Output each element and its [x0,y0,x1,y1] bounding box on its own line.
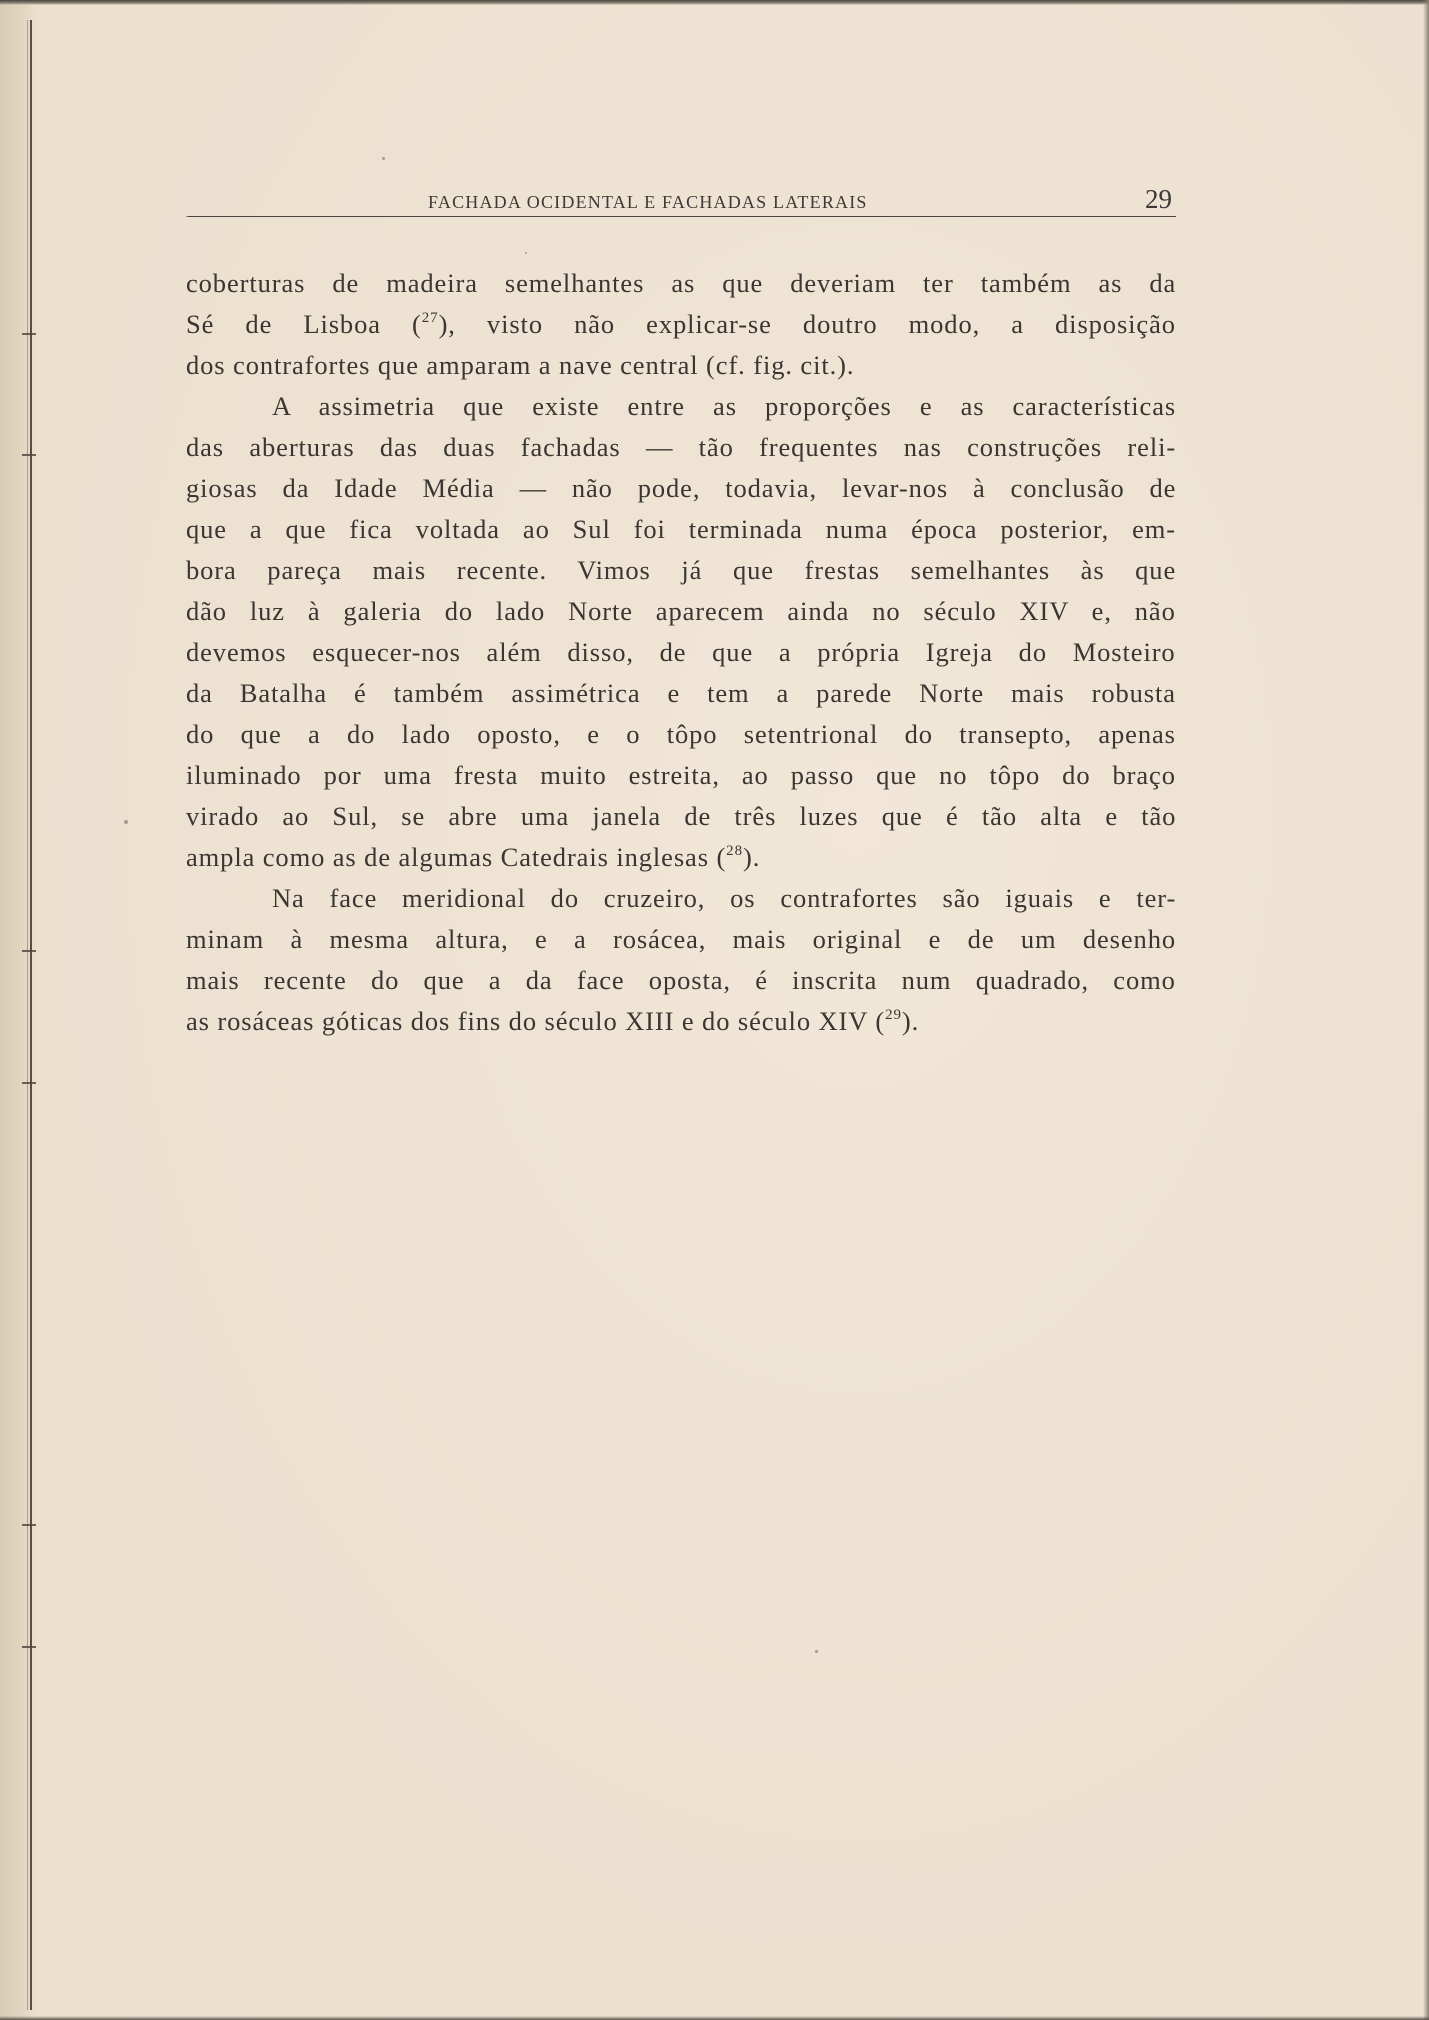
page-top-edge [0,0,1429,5]
text-line [186,960,1176,1001]
binding-stitch [22,950,36,952]
paragraph [186,263,1176,386]
text-line [186,796,1176,837]
body-text [186,263,1176,1042]
page-right-edge [1423,0,1429,2020]
page-number: 29 [1145,184,1172,214]
text-run: devemos esquecer-nos além disso, de que a própria Igreja do Mosteiro [186,637,1176,667]
page-bottom-edge [0,2016,1429,2020]
footnote-reference: 27 [421,310,439,326]
text-line [186,837,1176,878]
text-line [186,304,1176,345]
text-run: mais recente do que a da face oposta, é inscrita num quadrado, como [186,965,1176,995]
text-run: A assimetria que existe entre as proporções e as características [272,391,1177,421]
text-line [186,468,1176,509]
text-line [186,345,1176,386]
text-run: bora pareça mais recente. Vimos já que frestas semelhantes às que [186,555,1177,585]
text-line [186,919,1176,960]
text-run: giosas da Idade Média — não pode, todavia, levar-nos à conclusão de [186,473,1177,503]
binding-stitch [22,454,36,456]
page-binding-shadow [0,0,34,2020]
text-line [186,263,1176,304]
binding-edge-line [30,20,32,2010]
footnote-reference: 28 [726,843,743,859]
text-run: virado ao Sul, se abre uma janela de três luzes que é tão alta e tão [186,801,1177,831]
binding-edge-line-faint [27,20,28,2010]
text-line [186,509,1176,550]
text-line [186,386,1176,427]
text-run: Sé de Lisboa ( [186,309,422,339]
paper-speck [382,157,385,160]
text-run: as rosáceas góticas dos fins do século XIII e do século XIV ( [186,1006,886,1036]
running-title: FACHADA OCIDENTAL E FACHADAS LATERAIS [428,192,868,212]
text-run: Na face meridional do cruzeiro, os contrafortes são iguais e ter- [272,883,1177,913]
text-line [186,427,1176,468]
text-run: ). [901,1006,920,1036]
text-run: ). [742,842,761,872]
paragraph [186,386,1176,878]
text-run: da Batalha é também assimétrica e tem a parede Norte mais robusta [186,678,1176,708]
text-run: iluminado por uma fresta muito estreita, ao passo que no tôpo do braço [186,760,1176,790]
text-run: ampla como as de algumas Catedrais inglesas ( [186,842,727,872]
binding-stitch [22,1082,36,1084]
running-header [188,186,1176,220]
paper-speck [815,1650,818,1653]
binding-stitch [22,333,36,335]
text-line [186,755,1176,796]
text-run: do que a do lado oposto, e o tôpo setentrional do transepto, apenas [186,719,1176,749]
text-run: dão luz à galeria do lado Norte aparecem ainda no século XIV e, não [186,596,1176,626]
paragraph [186,878,1176,1042]
text-run: coberturas de madeira semelhantes as que deveriam ter também as da [186,268,1177,298]
paper-speck [124,820,128,824]
header-rule [188,216,1176,217]
text-line [186,591,1176,632]
text-line [186,878,1176,919]
binding-stitch [22,1646,36,1648]
text-run: ), visto não explicar-se doutro modo, a disposição [438,309,1176,339]
text-run: que a que fica voltada ao Sul foi terminada numa época posterior, em- [186,514,1176,544]
text-line [186,673,1176,714]
text-run: das aberturas das duas fachadas — tão frequentes nas construções reli- [186,432,1177,462]
text-line [186,550,1176,591]
text-run: dos contrafortes que amparam a nave central (cf. fig. cit.). [186,350,855,380]
paper-speck [525,252,527,254]
text-line [186,632,1176,673]
text-line [186,714,1176,755]
text-line [186,1001,1176,1042]
text-run: minam à mesma altura, e a rosácea, mais original e de um desenho [186,924,1177,954]
footnote-reference: 29 [885,1007,902,1023]
binding-stitch [22,1524,36,1526]
